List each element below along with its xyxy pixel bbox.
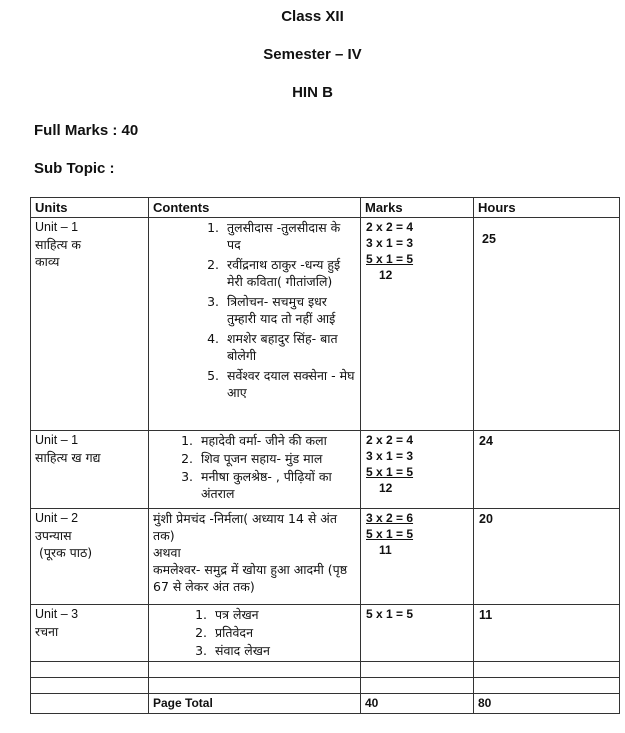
page-total-row: [31, 694, 620, 714]
table-row-empty: [31, 678, 620, 694]
marks-total: 11: [379, 543, 392, 557]
unit-cell: [31, 509, 149, 605]
marks-line: 3 x 1 = 3: [366, 236, 414, 250]
unit-cell: [31, 431, 149, 509]
table-row: [31, 218, 620, 431]
empty-cell: [31, 694, 149, 714]
marks-total: 12: [379, 481, 393, 495]
syllabus-table: [30, 197, 620, 714]
table-row: [31, 605, 620, 662]
marks-line: 3 x 1 = 3: [366, 449, 414, 463]
marks-line: 3 x 2 = 6: [366, 511, 414, 525]
contents-list: [153, 432, 356, 502]
hours-cell: [474, 605, 620, 662]
table-row: [31, 509, 620, 605]
marks-line: 5 x 1 = 5: [366, 252, 414, 266]
list-item: 1. महादेवी वर्मा- जीने की कला: [197, 432, 356, 449]
contents-cell: [149, 218, 361, 431]
table-row-empty: [31, 662, 620, 678]
column-header-units: Units: [31, 198, 149, 218]
marks-line: 5 x 1 = 5: [366, 607, 414, 621]
empty-cell: [31, 678, 149, 694]
list-item: 2. शिव पूजन सहाय- मुंड माल: [197, 450, 356, 467]
unit-cell: [31, 605, 149, 662]
marks-line: 5 x 1 = 5: [366, 527, 414, 541]
page-total-hours: 80: [474, 694, 620, 714]
hours-cell: [474, 509, 620, 605]
page-total-marks: 40: [361, 694, 474, 714]
list-item: 5. सर्वेश्वर दयाल सक्सेना - मेघ आए: [223, 367, 356, 401]
contents-text: मुंशी प्रेमचंद -निर्मला( अध्याय 14 से अंत तक): [153, 511, 337, 543]
contents-cell: [149, 509, 361, 605]
unit-name: उपन्यास: [35, 528, 72, 543]
unit-code: Unit – 2: [35, 511, 79, 525]
unit-cell: [31, 218, 149, 431]
hours-cell: [474, 218, 620, 431]
unit-name: साहित्य क काव्य: [35, 237, 82, 269]
column-header-marks: Marks: [361, 198, 474, 218]
column-header-contents: Contents: [149, 198, 361, 218]
semester-heading: Semester – IV: [263, 46, 362, 63]
marks-cell: [361, 605, 474, 662]
marks-cell: [361, 509, 474, 605]
marks-cell: [361, 218, 474, 431]
list-item: 3. त्रिलोचन- सचमुच इधर तुम्हारी याद तो नहीं आई: [223, 293, 356, 327]
hours-value: 11: [479, 608, 493, 622]
column-header-hours: Hours: [474, 198, 620, 218]
marks-line: 5 x 1 = 5: [366, 465, 414, 479]
empty-cell: [149, 662, 361, 678]
hours-value: 20: [479, 512, 493, 526]
list-item: 4. शमशेर बहादुर सिंह- बात बोलेगी: [223, 330, 356, 364]
contents-list: [153, 606, 356, 659]
list-item: 1. पत्र लेखन: [211, 606, 356, 623]
contents-text: अथवा: [153, 545, 181, 560]
marks-cell: [361, 431, 474, 509]
hours-cell: [474, 431, 620, 509]
marks-total: 12: [379, 268, 393, 282]
list-item: 2. प्रतिवेदन: [211, 624, 356, 641]
table-row: [31, 431, 620, 509]
table-header-row: [31, 198, 620, 218]
marks-line: 2 x 2 = 4: [366, 433, 414, 447]
contents-cell: [149, 431, 361, 509]
unit-code: Unit – 1: [35, 433, 79, 447]
list-item: 3. संवाद लेखन: [211, 642, 356, 659]
sub-topic-label: Sub Topic :: [34, 160, 115, 177]
class-heading: Class XII: [281, 8, 344, 25]
empty-cell: [149, 678, 361, 694]
contents-text: कमलेश्वर- समुद्र में खोया हुआ आदमी (पृष्ठ 67 से लेकर अंत तक): [153, 562, 348, 594]
unit-code: Unit – 3: [35, 607, 79, 621]
empty-cell: [474, 662, 620, 678]
unit-name: साहित्य ख गद्य: [35, 450, 101, 465]
contents-list: [153, 219, 356, 401]
list-item: 2. रवींद्रनाथ ठाकुर -धन्य हुई मेरी कविता( गीतांजलि): [223, 256, 356, 290]
subject-heading: HIN B: [292, 84, 333, 101]
hours-value: 25: [482, 232, 496, 246]
list-item: 1. तुलसीदास -तुलसीदास के पद: [223, 219, 356, 253]
empty-cell: [361, 662, 474, 678]
list-item: 3. मनीषा कुलश्रेष्ठ- , पीढ़ियों का अंतराल: [197, 468, 356, 502]
unit-note: (पूरक पाठ): [39, 545, 93, 560]
contents-cell: [149, 605, 361, 662]
hours-value: 24: [479, 434, 493, 448]
full-marks-label: Full Marks : 40: [34, 122, 139, 139]
unit-name: रचना: [35, 624, 59, 639]
empty-cell: [474, 678, 620, 694]
empty-cell: [31, 662, 149, 678]
empty-cell: [361, 678, 474, 694]
marks-line: 2 x 2 = 4: [366, 220, 414, 234]
page-total-label: Page Total: [149, 694, 361, 714]
unit-code: Unit – 1: [35, 220, 79, 234]
